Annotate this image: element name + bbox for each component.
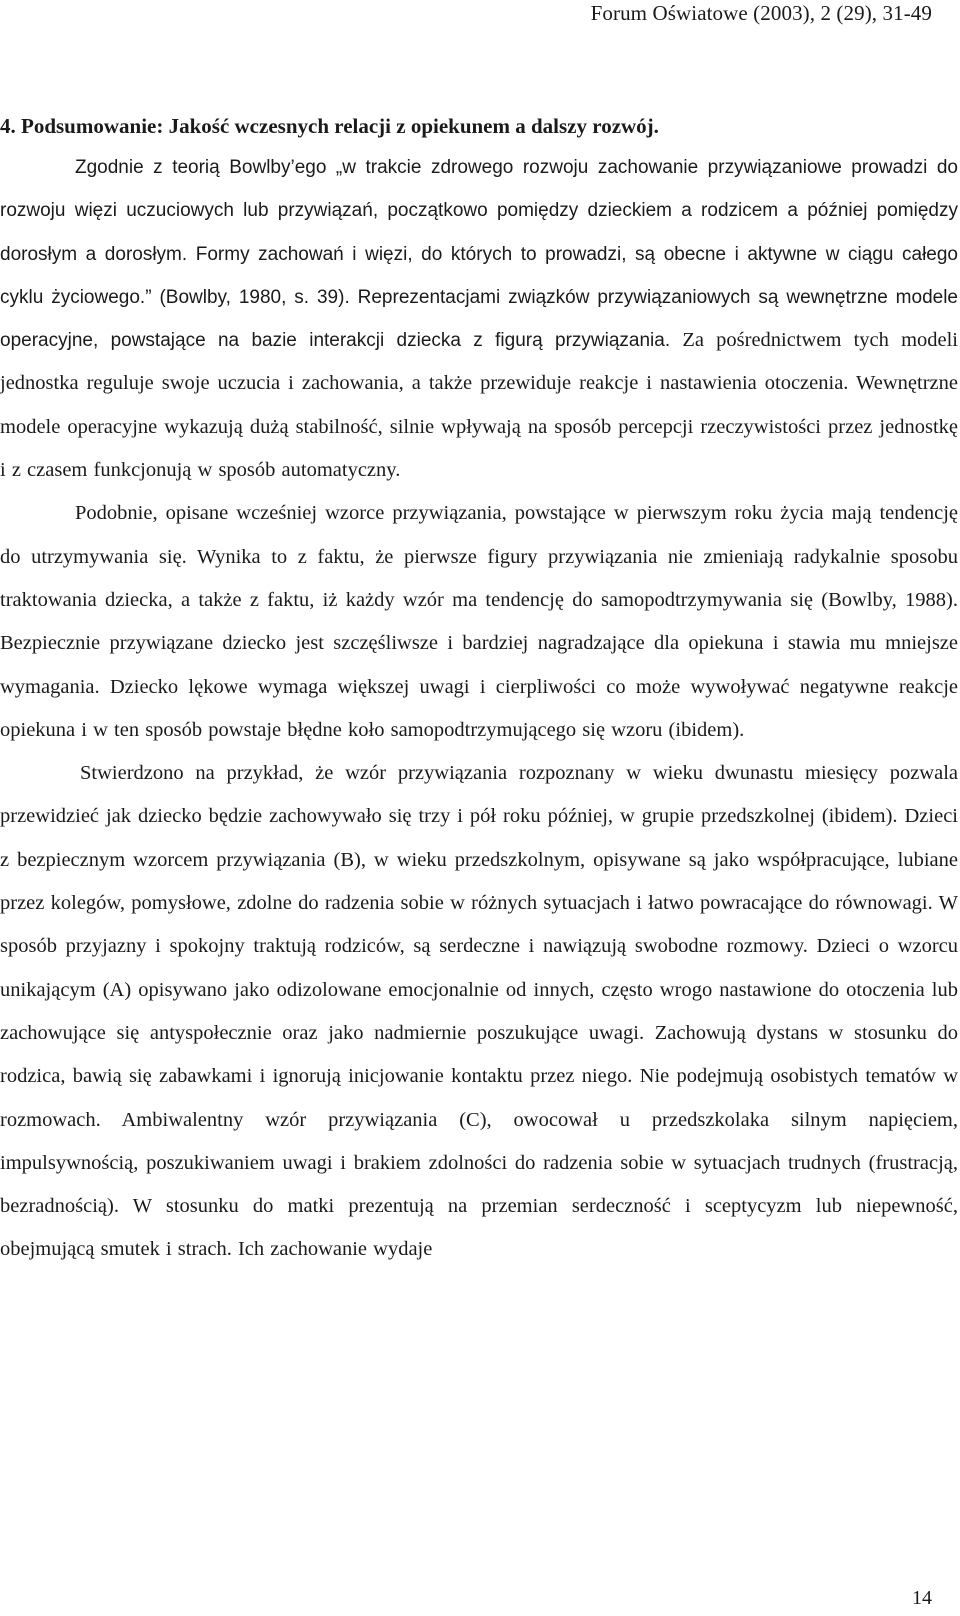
body-text [0,146,958,1272]
section-heading: 4. Podsumowanie: Jakość wczesnych relacji z opiekunem a dalszy rozwój. [0,114,659,138]
paragraph-1-serif-part: Za pośrednictwem tych modeli jednostka reguluje swoje uczucia i zachowania, a także przewiduje reakcje i nastawienia otoczenia. Wewnętrzne modele operacyjne wykazują dużą stabilność, silnie wpływają na sposób percepcji rzeczywistości przez jednostkę i z czasem funkcjonują w sposób automatyczny. [0,329,958,482]
paragraph-1 [0,146,958,492]
running-header: Forum Oświatowe (2003), 2 (29), 31-49 [590,1,932,25]
paragraph-2: Podobnie, opisane wcześniej wzorce przywiązania, powstające w pierwszym roku życia mają tendencję do utrzymywania się. Wynika to z faktu, że pierwsze figury przywiązania nie zmieniają radykalnie sposobu traktowania dziecka, a także z faktu, iż każdy wzór ma tendencję do samopodtrzymywania się (Bowlby, 1988). Bezpiecznie przywiązane dziecko jest szczęśliwsze i bardziej nagradzające dla opiekuna i stawia mu mniejsze wymagania. Dziecko lękowe wymaga większej uwagi i cierpliwości co może wywoływać negatywne reakcje opiekuna i w ten sposób powstaje błędne koło samopodtrzymującego się wzoru (ibidem). [0,502,958,741]
paragraph-3: Stwierdzono na przykład, że wzór przywiązania rozpoznany w wieku dwunastu miesięcy pozwala przewidzieć jak dziecko będzie zachowywało się trzy i pół roku później, w grupie przedszkolnej (ibidem). Dzieci z bezpiecznym wzorcem przywiązania (B), w wieku przedszkolnym, opisywane są jako współpracujące, lubiane przez kolegów, pomysłowe, zdolne do radzenia sobie w różnych sytuacjach i łatwo powracające do równowagi. W sposób przyjazny i spokojny traktują rodziców, są serdeczne i nawiązują swobodne rozmowy. Dzieci o wzorcu unikającym (A) opisywano jako odizolowane emocjonalnie od innych, często wrogo nastawione do otoczenia lub zachowujące się antyspołecznie oraz jako nadmiernie poszukujące uwagi. Zachowują dystans w stosunku do rodzica, bawią się zabawkami i ignorują inicjowanie kontaktu przez niego. Nie podejmują osobistych tematów w rozmowach. Ambiwalentny wzór przywiązania (C), owocował u przedszkolaka silnym napięciem, impulsywnością, poszukiwaniem uwagi i brakiem zdolności do radzenia sobie w sytuacjach trudnych (frustracją, bezradnością). W stosunku do matki prezentują na przemian serdeczność i sceptycyzm lub niepewność, obejmującą smutek i strach. Ich zachowanie wydaje [0,762,958,1261]
page-number: 14 [912,1587,932,1609]
paragraph-1-sans-part: Zgodnie z teorią Bowlby’ego „w trakcie zdrowego rozwoju zachowanie przywiązaniowe prowadzi do rozwoju więzi uczuciowych lub przywiązań, początkowo pomiędzy dzieckiem a rodzicem a później pomiędzy dorosłym a dorosłym. Formy zachowań i więzi, do których to prowadzi, są obecne i aktywne w ciągu całego cyklu życiowego.” (Bowlby, 1980, s. 39). Reprezentacjami związków przywiązaniowych są wewnętrzne modele operacyjne, powstające na bazie interakcji dziecka z figurą przywiązania. [0,157,958,352]
